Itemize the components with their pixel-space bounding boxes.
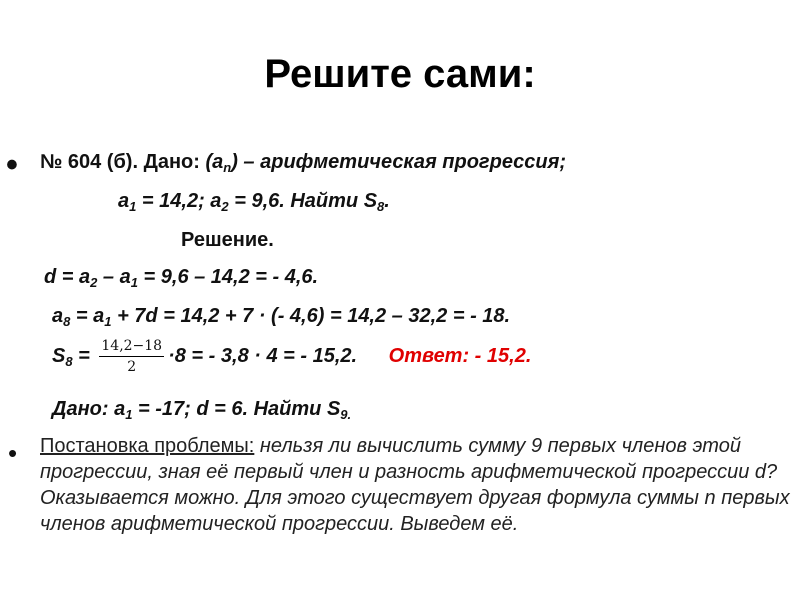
fraction: $\frac{14,2-18}{2}$ <box>101 338 163 375</box>
problem-line-given <box>40 151 566 174</box>
answer-text: Ответ: - 15,2. <box>388 344 532 367</box>
problem-number: № 604 (б). <box>40 151 139 173</box>
solution-label: Решение. <box>181 229 274 251</box>
given-label: Дано: <box>143 151 200 173</box>
s8-calculation: $S_8$ = $\frac{14,2-18}{2}$ ·8 = - 3,8 · 4 = - 15,2. Ответ: - 15,2. <box>52 338 532 375</box>
bullet-icon: • <box>8 438 18 468</box>
given-values: $a_1 = 14,2$; $a_2 = 9,6$. Найти $S_8$. <box>118 190 390 214</box>
given-second-problem: Дано: $a_1 = -17$; d = 6. Найти $S_{9.}$ <box>52 398 352 422</box>
statement-label: Постановка проблемы: <box>40 435 255 457</box>
a8-calculation: $a_8 = a_1 + 7d = 14,2 + 7$ · (- 4,6) = 14,2 – 32,2 = - 18. <box>52 305 511 329</box>
d-calculation: $d = a_2 - a_1 = 9,6 - 14,2$ = - 4,6. <box>44 266 319 290</box>
statement-text: нельзя ли вычислить сумму 9 первых членов этой прогрессии, зная её первый член и разность арифметической прогрессии d? Оказывается можно. Для этого существует другая формула суммы n первых членов арифметической прогрессии. Выведем её. <box>40 435 790 535</box>
page-title: Решите сами: <box>264 52 536 96</box>
given-text: $(a_n)$ – арифметическая прогрессия; <box>205 151 567 175</box>
problem-statement <box>40 433 795 537</box>
bullet-icon: • <box>6 146 18 184</box>
